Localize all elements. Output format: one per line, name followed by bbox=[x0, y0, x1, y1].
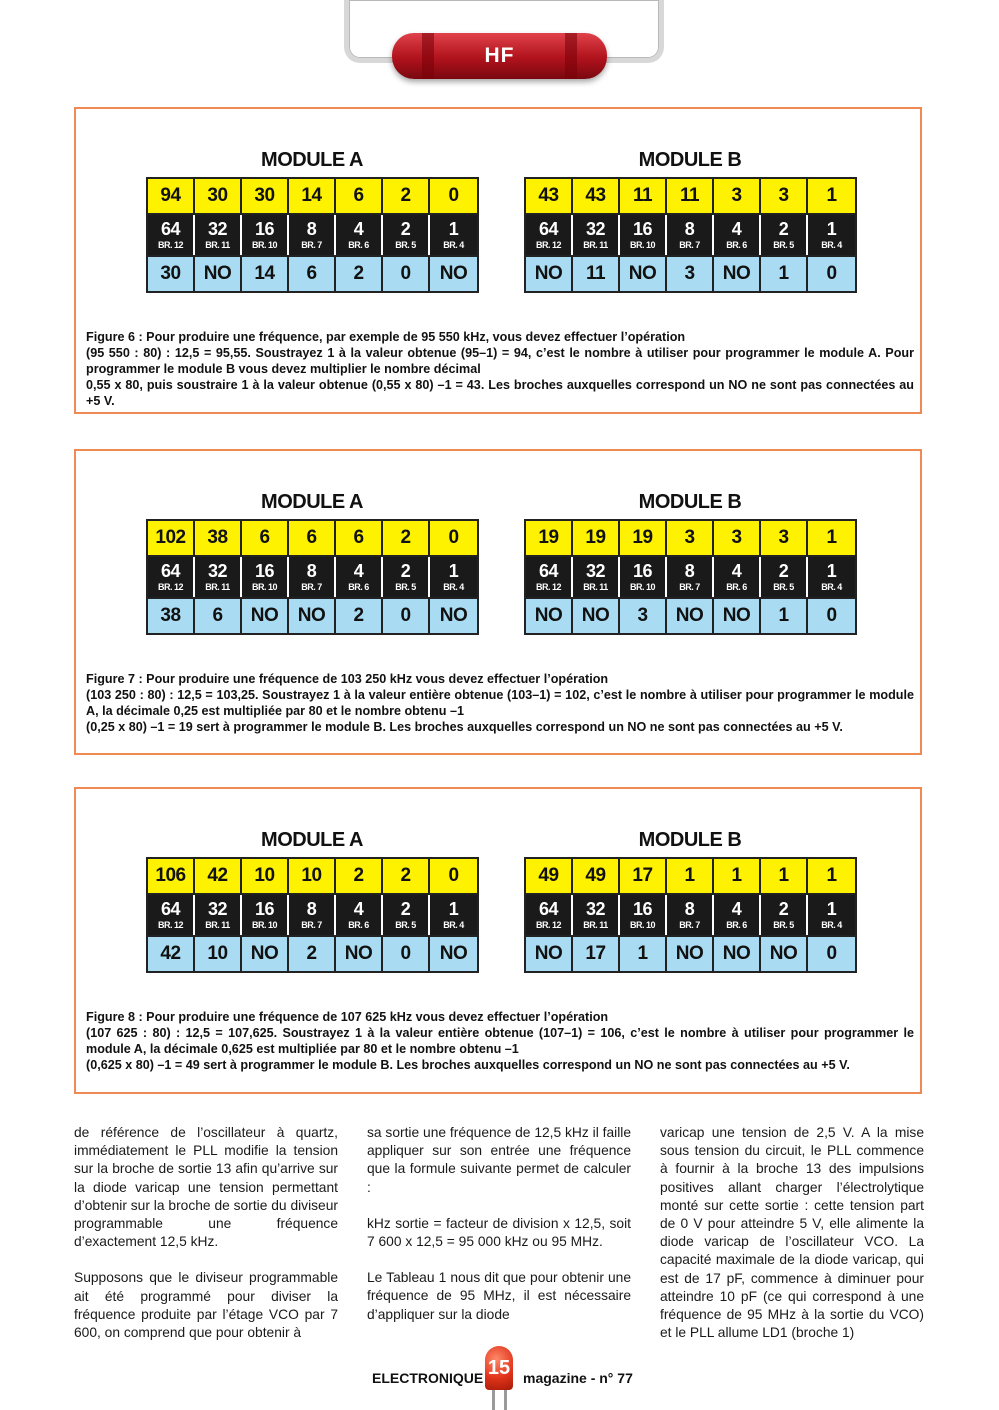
value-cell: 2 bbox=[336, 859, 383, 895]
remainder-cell: NO bbox=[667, 935, 714, 971]
weight-value: 32 bbox=[207, 219, 228, 239]
weight-cell bbox=[667, 557, 714, 597]
weight-cell bbox=[808, 557, 855, 597]
paragraph: de référence de l’oscillateur à quartz, immédiatement le PLL modifie la tension sur la broche de sortie 13 afin qu’arrive sur la diode varicap une tension permettant d’obtenir sur la broche de sortie du diviseur programmable une fréquence d’exactement 12,5 kHz. bbox=[74, 1125, 338, 1250]
weight-cell bbox=[148, 895, 195, 935]
weight-cell bbox=[148, 557, 195, 597]
weight-value: 1 bbox=[826, 561, 837, 581]
weight-cell bbox=[620, 557, 667, 597]
module-a-table bbox=[146, 857, 479, 973]
weight-value: 4 bbox=[353, 219, 364, 239]
weight-cell bbox=[808, 895, 855, 935]
remainder-cell: 14 bbox=[242, 255, 289, 291]
remainder-cell: 2 bbox=[336, 255, 383, 291]
value-cell: 11 bbox=[667, 179, 714, 215]
value-cell: 49 bbox=[573, 859, 620, 895]
figure-6 bbox=[74, 107, 922, 414]
value-cell: 2 bbox=[383, 859, 430, 895]
pin-label: BR. 6 bbox=[348, 582, 369, 592]
value-cell: 42 bbox=[195, 859, 242, 895]
weight-cell bbox=[336, 895, 383, 935]
remainder-cell: 0 bbox=[383, 255, 430, 291]
caption-line: (0,25 x 80) –1 = 19 sert à programmer le module B. Les broches auxquelles correspond un NO ne sont pas connectées au +5 V. bbox=[86, 720, 843, 734]
figure-caption bbox=[86, 329, 914, 409]
weight-cell bbox=[761, 215, 808, 255]
value-cell: 1 bbox=[808, 179, 855, 215]
pin-label: BR. 5 bbox=[395, 582, 416, 592]
value-cell: 3 bbox=[714, 179, 761, 215]
weight-cell bbox=[289, 557, 336, 597]
weight-cell bbox=[573, 895, 620, 935]
remainder-cell: 10 bbox=[195, 935, 242, 971]
pin-label: BR. 10 bbox=[251, 920, 277, 930]
remainder-cell: NO bbox=[667, 597, 714, 633]
pin-label: BR. 7 bbox=[679, 920, 700, 930]
module-b-table bbox=[524, 177, 857, 293]
weight-value: 4 bbox=[731, 899, 742, 919]
value-cell: 0 bbox=[430, 179, 477, 215]
magazine-name: ELECTRONIQUE bbox=[372, 1370, 484, 1386]
remainder-cell: 6 bbox=[289, 255, 336, 291]
weight-value: 64 bbox=[538, 899, 559, 919]
weight-cell bbox=[430, 557, 477, 597]
value-cell: 2 bbox=[383, 179, 430, 215]
led-leg bbox=[504, 1390, 507, 1410]
weight-value: 8 bbox=[684, 899, 695, 919]
weight-value: 4 bbox=[353, 561, 364, 581]
remainder-cell: 1 bbox=[761, 255, 808, 291]
weight-value: 2 bbox=[778, 219, 789, 239]
figure-caption bbox=[86, 671, 914, 735]
pin-label: BR. 10 bbox=[251, 582, 277, 592]
value-cell: 49 bbox=[526, 859, 573, 895]
caption-line: 0,55 x 80, puis soustraire 1 à la valeur obtenue (0,55 x 80) –1 = 43. Les broches auxquelles correspond un NO ne sont pas connectées au +5 V. bbox=[86, 378, 914, 408]
weight-value: 32 bbox=[207, 561, 228, 581]
weight-cell bbox=[383, 895, 430, 935]
remainder-cell: 3 bbox=[667, 255, 714, 291]
weight-cell bbox=[714, 895, 761, 935]
remainder-cell: NO bbox=[714, 935, 761, 971]
remainder-cell: 3 bbox=[620, 597, 667, 633]
weight-value: 64 bbox=[538, 219, 559, 239]
remainder-cell: 6 bbox=[195, 597, 242, 633]
module-a-title: MODULE A bbox=[261, 149, 363, 171]
weight-value: 8 bbox=[306, 219, 317, 239]
remainder-cell: NO bbox=[526, 255, 573, 291]
module-b-table bbox=[524, 519, 857, 635]
pin-label: BR. 11 bbox=[583, 582, 608, 592]
module-b-title: MODULE B bbox=[638, 829, 742, 851]
weight-value: 16 bbox=[632, 899, 653, 919]
figure-caption bbox=[86, 1009, 914, 1073]
weight-cell bbox=[195, 215, 242, 255]
remainder-cell: 1 bbox=[620, 935, 667, 971]
value-cell: 6 bbox=[336, 179, 383, 215]
pin-label: BR. 7 bbox=[679, 582, 700, 592]
module-b-title: MODULE B bbox=[638, 491, 742, 513]
weight-value: 1 bbox=[448, 219, 459, 239]
remainder-cell: 2 bbox=[336, 597, 383, 633]
weight-cell bbox=[430, 895, 477, 935]
weight-value: 1 bbox=[826, 899, 837, 919]
value-cell: 3 bbox=[667, 521, 714, 557]
value-cell: 3 bbox=[714, 521, 761, 557]
value-cell: 19 bbox=[526, 521, 573, 557]
pin-label: BR. 12 bbox=[535, 920, 561, 930]
value-cell: 0 bbox=[430, 859, 477, 895]
module-a-table bbox=[146, 519, 479, 635]
remainder-cell: 0 bbox=[808, 935, 855, 971]
module-b-title: MODULE B bbox=[638, 149, 742, 171]
value-cell: 38 bbox=[195, 521, 242, 557]
caption-line: Figure 8 : Pour produire une fréquence de 107 625 kHz vous devez effectuer l’opération bbox=[86, 1010, 609, 1024]
remainder-cell: 11 bbox=[573, 255, 620, 291]
pin-label: BR. 4 bbox=[821, 920, 842, 930]
paragraph: varicap une tension de 2,5 V. A la mise sous tension du circuit, le PLL commence à fournir à la broche 13 des impulsions positives allant charger l’électrolytique monté sur cette sortie : cette tension part de 0 V pour atteindre 5 V, elle alimente la diode varicap de l’oscillateur VCO. La capacité maximale de la diode varicap, qui est de 17 pF, commence à diminuer pour atteindre 10 pF (ce qui correspond à une fréquence de 95 MHz à la sortie du VCO) et le PLL allume LD1 (broche 1) bbox=[660, 1125, 924, 1341]
remainder-cell: NO bbox=[620, 255, 667, 291]
paragraph: kHz sortie = facteur de division x 12,5, soit 7 600 x 12,5 = 95 000 kHz ou 95 MHz. bbox=[367, 1215, 631, 1250]
issue-number: magazine - n° 77 bbox=[523, 1370, 633, 1386]
remainder-cell: 0 bbox=[383, 935, 430, 971]
pin-label: BR. 12 bbox=[535, 582, 561, 592]
pin-label: BR. 4 bbox=[443, 920, 464, 930]
module-b-table bbox=[524, 857, 857, 973]
value-cell: 14 bbox=[289, 179, 336, 215]
pin-label: BR. 5 bbox=[395, 240, 416, 250]
value-cell: 10 bbox=[289, 859, 336, 895]
weight-value: 4 bbox=[731, 561, 742, 581]
weight-cell bbox=[383, 557, 430, 597]
module-a-table bbox=[146, 177, 479, 293]
weight-cell bbox=[761, 557, 808, 597]
weight-value: 64 bbox=[160, 219, 181, 239]
remainder-cell: 0 bbox=[808, 255, 855, 291]
weight-cell bbox=[242, 557, 289, 597]
remainder-cell: NO bbox=[289, 597, 336, 633]
pin-label: BR. 6 bbox=[726, 240, 747, 250]
pin-label: BR. 12 bbox=[157, 582, 183, 592]
page-number: 15 bbox=[485, 1346, 513, 1390]
pin-label: BR. 10 bbox=[629, 240, 655, 250]
pin-label: BR. 6 bbox=[726, 920, 747, 930]
weight-value: 8 bbox=[684, 219, 695, 239]
weight-cell bbox=[573, 215, 620, 255]
pin-label: BR. 10 bbox=[629, 582, 655, 592]
weight-value: 16 bbox=[254, 899, 275, 919]
remainder-cell: NO bbox=[714, 255, 761, 291]
weight-value: 32 bbox=[585, 219, 606, 239]
value-cell: 43 bbox=[526, 179, 573, 215]
paragraph: Supposons que le diviseur programmable ait été programmé pour diviser la fréquence produite par l’étage VCO par 7 600, on comprend que pour obtenir à bbox=[74, 1270, 338, 1341]
weight-value: 2 bbox=[400, 219, 411, 239]
remainder-cell: NO bbox=[430, 255, 477, 291]
pin-label: BR. 12 bbox=[157, 240, 183, 250]
value-cell: 19 bbox=[573, 521, 620, 557]
weight-cell bbox=[289, 215, 336, 255]
remainder-cell: 1 bbox=[761, 597, 808, 633]
value-cell: 11 bbox=[620, 179, 667, 215]
pin-label: BR. 7 bbox=[679, 240, 700, 250]
weight-value: 8 bbox=[306, 561, 317, 581]
weight-cell bbox=[430, 215, 477, 255]
pin-label: BR. 4 bbox=[443, 582, 464, 592]
pin-label: BR. 5 bbox=[773, 920, 794, 930]
weight-value: 64 bbox=[160, 561, 181, 581]
paragraph: Le Tableau 1 nous dit que pour obtenir une fréquence de 95 MHz, il est nécessaire d’appliquer sur la diode bbox=[367, 1270, 631, 1322]
value-cell: 1 bbox=[808, 859, 855, 895]
weight-cell bbox=[289, 895, 336, 935]
caption-line: (103 250 : 80) : 12,5 = 103,25. Soustrayez 1 à la valeur entière obtenue (103–1) = 102, c’est le nombre à utiliser pour programmer le module A, la décimale 0,25 est multipliée par 80 et le nombre obtenu –1 bbox=[86, 688, 914, 718]
weight-value: 8 bbox=[306, 899, 317, 919]
weight-cell bbox=[242, 895, 289, 935]
body-column-2 bbox=[367, 1124, 631, 1342]
weight-value: 32 bbox=[207, 899, 228, 919]
weight-value: 16 bbox=[632, 219, 653, 239]
weight-cell bbox=[195, 557, 242, 597]
pin-label: BR. 12 bbox=[157, 920, 183, 930]
weight-cell bbox=[808, 215, 855, 255]
weight-value: 16 bbox=[632, 561, 653, 581]
weight-cell bbox=[667, 895, 714, 935]
section-label: HF bbox=[484, 44, 515, 67]
value-cell: 1 bbox=[761, 859, 808, 895]
value-cell: 6 bbox=[289, 521, 336, 557]
pin-label: BR. 4 bbox=[821, 582, 842, 592]
figure-7 bbox=[74, 449, 922, 755]
value-cell: 43 bbox=[573, 179, 620, 215]
remainder-cell: NO bbox=[761, 935, 808, 971]
pin-label: BR. 6 bbox=[726, 582, 747, 592]
weight-value: 64 bbox=[538, 561, 559, 581]
weight-value: 16 bbox=[254, 219, 275, 239]
paragraph: sa sortie une fréquence de 12,5 kHz il faille appliquer sur son entrée une fréquence que la formule suivante permet de calculer : bbox=[367, 1125, 631, 1195]
caption-line: Figure 6 : Pour produire une fréquence, par exemple de 95 550 kHz, vous devez effectuer l’opération bbox=[86, 330, 686, 344]
value-cell: 94 bbox=[148, 179, 195, 215]
weight-cell bbox=[761, 895, 808, 935]
remainder-cell: NO bbox=[526, 597, 573, 633]
value-cell: 1 bbox=[808, 521, 855, 557]
weight-cell bbox=[242, 215, 289, 255]
pin-label: BR. 11 bbox=[205, 240, 230, 250]
pin-label: BR. 12 bbox=[535, 240, 561, 250]
pin-label: BR. 7 bbox=[301, 582, 322, 592]
remainder-cell: 42 bbox=[148, 935, 195, 971]
weight-cell bbox=[526, 557, 573, 597]
remainder-cell: NO bbox=[336, 935, 383, 971]
value-cell: 3 bbox=[761, 521, 808, 557]
remainder-cell: NO bbox=[242, 935, 289, 971]
remainder-cell: NO bbox=[195, 255, 242, 291]
weight-cell bbox=[620, 895, 667, 935]
pin-label: BR. 4 bbox=[821, 240, 842, 250]
weight-value: 1 bbox=[826, 219, 837, 239]
remainder-cell: NO bbox=[526, 935, 573, 971]
pin-label: BR. 5 bbox=[773, 582, 794, 592]
value-cell: 6 bbox=[242, 521, 289, 557]
module-a-title: MODULE A bbox=[261, 491, 363, 513]
weight-value: 2 bbox=[778, 899, 789, 919]
weight-value: 32 bbox=[585, 899, 606, 919]
remainder-cell: NO bbox=[430, 935, 477, 971]
pin-label: BR. 6 bbox=[348, 240, 369, 250]
value-cell: 17 bbox=[620, 859, 667, 895]
pin-label: BR. 10 bbox=[251, 240, 277, 250]
pin-label: BR. 10 bbox=[629, 920, 655, 930]
remainder-cell: 0 bbox=[808, 597, 855, 633]
led-leg bbox=[492, 1390, 495, 1410]
body-column-3 bbox=[660, 1124, 924, 1360]
value-cell: 30 bbox=[242, 179, 289, 215]
caption-line: Figure 7 : Pour produire une fréquence de 103 250 kHz vous devez effectuer l’opération bbox=[86, 672, 609, 686]
pin-label: BR. 5 bbox=[773, 240, 794, 250]
weight-value: 1 bbox=[448, 899, 459, 919]
figure-8 bbox=[74, 787, 922, 1094]
weight-cell bbox=[667, 215, 714, 255]
caption-line: (95 550 : 80) : 12,5 = 95,55. Soustrayez 1 à la valeur obtenue (95–1) = 94, c’est le nombre à utiliser pour programmer le module A. Pour programmer le module B vous devez multiplier le nombre décimal bbox=[86, 346, 914, 376]
remainder-cell: NO bbox=[430, 597, 477, 633]
value-cell: 1 bbox=[714, 859, 761, 895]
body-column-1 bbox=[74, 1124, 338, 1360]
value-cell: 102 bbox=[148, 521, 195, 557]
value-cell: 2 bbox=[383, 521, 430, 557]
weight-cell bbox=[573, 557, 620, 597]
weight-value: 16 bbox=[254, 561, 275, 581]
weight-cell bbox=[383, 215, 430, 255]
weight-value: 2 bbox=[400, 899, 411, 919]
pin-label: BR. 6 bbox=[348, 920, 369, 930]
weight-cell bbox=[620, 215, 667, 255]
weight-cell bbox=[148, 215, 195, 255]
value-cell: 6 bbox=[336, 521, 383, 557]
value-cell: 10 bbox=[242, 859, 289, 895]
remainder-cell: NO bbox=[573, 597, 620, 633]
weight-cell bbox=[714, 557, 761, 597]
weight-cell bbox=[336, 215, 383, 255]
pin-label: BR. 4 bbox=[443, 240, 464, 250]
weight-cell bbox=[526, 895, 573, 935]
pin-label: BR. 7 bbox=[301, 920, 322, 930]
module-a-title: MODULE A bbox=[261, 829, 363, 851]
remainder-cell: 2 bbox=[289, 935, 336, 971]
remainder-cell: 38 bbox=[148, 597, 195, 633]
weight-value: 8 bbox=[684, 561, 695, 581]
weight-value: 32 bbox=[585, 561, 606, 581]
remainder-cell: NO bbox=[242, 597, 289, 633]
pin-label: BR. 11 bbox=[583, 920, 608, 930]
caption-line: (0,625 x 80) –1 = 49 sert à programmer le module B. Les broches auxquelles correspond un NO ne sont pas connectées au +5 V. bbox=[86, 1058, 850, 1072]
weight-value: 2 bbox=[400, 561, 411, 581]
weight-cell bbox=[526, 215, 573, 255]
weight-value: 4 bbox=[731, 219, 742, 239]
pin-label: BR. 5 bbox=[395, 920, 416, 930]
weight-cell bbox=[714, 215, 761, 255]
weight-value: 64 bbox=[160, 899, 181, 919]
value-cell: 1 bbox=[667, 859, 714, 895]
remainder-cell: NO bbox=[714, 597, 761, 633]
value-cell: 0 bbox=[430, 521, 477, 557]
pin-label: BR. 11 bbox=[205, 582, 230, 592]
caption-line: (107 625 : 80) : 12,5 = 107,625. Soustrayez 1 à la valeur entière obtenue (107–1) = 106, c’est le nombre à utiliser pour programmer le module A, la décimale 0,625 est multipliée par 80 et le nombre obtenu –1 bbox=[86, 1026, 914, 1056]
pin-label: BR. 11 bbox=[583, 240, 608, 250]
value-cell: 3 bbox=[761, 179, 808, 215]
value-cell: 19 bbox=[620, 521, 667, 557]
weight-value: 2 bbox=[778, 561, 789, 581]
value-cell: 30 bbox=[195, 179, 242, 215]
remainder-cell: 17 bbox=[573, 935, 620, 971]
value-cell: 106 bbox=[148, 859, 195, 895]
remainder-cell: 30 bbox=[148, 255, 195, 291]
weight-value: 4 bbox=[353, 899, 364, 919]
pin-label: BR. 11 bbox=[205, 920, 230, 930]
weight-value: 1 bbox=[448, 561, 459, 581]
weight-cell bbox=[336, 557, 383, 597]
pin-label: BR. 7 bbox=[301, 240, 322, 250]
remainder-cell: 0 bbox=[383, 597, 430, 633]
weight-cell bbox=[195, 895, 242, 935]
